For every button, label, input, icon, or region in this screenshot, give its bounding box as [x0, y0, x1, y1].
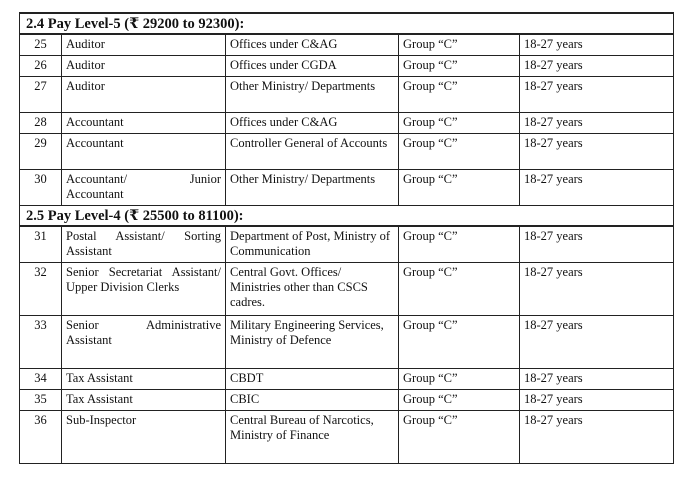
age-limit: 18-27 years: [520, 316, 674, 369]
row-number: 36: [20, 411, 62, 464]
row-number: 35: [20, 390, 62, 411]
group-name: Group “C”: [399, 134, 520, 170]
table-row: [20, 316, 674, 369]
group-name: Group “C”: [399, 170, 520, 206]
row-number: 32: [20, 263, 62, 316]
group-name: Group “C”: [399, 411, 520, 464]
age-limit: 18-27 years: [520, 170, 674, 206]
office-name: Military Engineering Services, Ministry of Defence: [226, 316, 399, 369]
post-name: Auditor: [62, 77, 226, 113]
row-number: 34: [20, 369, 62, 390]
office-name: Offices under CGDA: [226, 56, 399, 77]
age-limit: 18-27 years: [520, 34, 674, 56]
office-name: Department of Post, Ministry of Communication: [226, 226, 399, 263]
office-name: CBDT: [226, 369, 399, 390]
age-limit: 18-27 years: [520, 369, 674, 390]
group-name: Group “C”: [399, 113, 520, 134]
post-name: Tax Assistant: [62, 390, 226, 411]
post-name: Accountant: [62, 134, 226, 170]
section-heading: 2.5 Pay Level-4 (₹ 25500 to 81100):: [20, 206, 674, 227]
table-row: [20, 170, 674, 206]
table-row: [20, 34, 674, 56]
office-name: Controller General of Accounts: [226, 134, 399, 170]
row-number: 31: [20, 226, 62, 263]
group-name: Group “C”: [399, 226, 520, 263]
office-name: Central Govt. Offices/ Ministries other than CSCS cadres.: [226, 263, 399, 316]
office-name: CBIC: [226, 390, 399, 411]
post-name: Tax Assistant: [62, 369, 226, 390]
row-number: 28: [20, 113, 62, 134]
table-row: [20, 263, 674, 316]
table-row: [20, 134, 674, 170]
group-name: Group “C”: [399, 77, 520, 113]
age-limit: 18-27 years: [520, 113, 674, 134]
age-limit: 18-27 years: [520, 263, 674, 316]
group-name: Group “C”: [399, 56, 520, 77]
post-name: Auditor: [62, 56, 226, 77]
table-row: [20, 77, 674, 113]
post-name: Senior Secretariat Assistant/ Upper Division Clerks: [62, 263, 226, 316]
group-name: Group “C”: [399, 263, 520, 316]
group-name: Group “C”: [399, 369, 520, 390]
age-limit: 18-27 years: [520, 77, 674, 113]
age-limit: 18-27 years: [520, 226, 674, 263]
group-name: Group “C”: [399, 34, 520, 56]
group-name: Group “C”: [399, 390, 520, 411]
age-limit: 18-27 years: [520, 390, 674, 411]
row-number: 33: [20, 316, 62, 369]
age-limit: 18-27 years: [520, 134, 674, 170]
table-row: [20, 390, 674, 411]
group-name: Group “C”: [399, 316, 520, 369]
section-heading: 2.4 Pay Level-5 (₹ 29200 to 92300):: [20, 13, 674, 34]
table-row: [20, 226, 674, 263]
table-row: [20, 56, 674, 77]
office-name: Offices under C&AG: [226, 113, 399, 134]
post-name: Auditor: [62, 34, 226, 56]
age-limit: 18-27 years: [520, 56, 674, 77]
post-name: Postal Assistant/ Sorting Assistant: [62, 226, 226, 263]
section-heading-row: [20, 206, 674, 227]
table-row: [20, 369, 674, 390]
post-name: Sub-Inspector: [62, 411, 226, 464]
row-number: 27: [20, 77, 62, 113]
office-name: Offices under C&AG: [226, 34, 399, 56]
row-number: 25: [20, 34, 62, 56]
table-row: [20, 411, 674, 464]
office-name: Other Ministry/ Departments: [226, 77, 399, 113]
post-table: [19, 12, 674, 464]
row-number: 29: [20, 134, 62, 170]
age-limit: 18-27 years: [520, 411, 674, 464]
post-listing-document: [19, 12, 673, 464]
post-name: Accountant: [62, 113, 226, 134]
row-number: 26: [20, 56, 62, 77]
office-name: Other Ministry/ Departments: [226, 170, 399, 206]
post-name: Senior Administrative Assistant: [62, 316, 226, 369]
table-row: [20, 113, 674, 134]
section-heading-row: [20, 13, 674, 34]
row-number: 30: [20, 170, 62, 206]
post-name: Accountant/ Junior Accountant: [62, 170, 226, 206]
office-name: Central Bureau of Narcotics, Ministry of Finance: [226, 411, 399, 464]
